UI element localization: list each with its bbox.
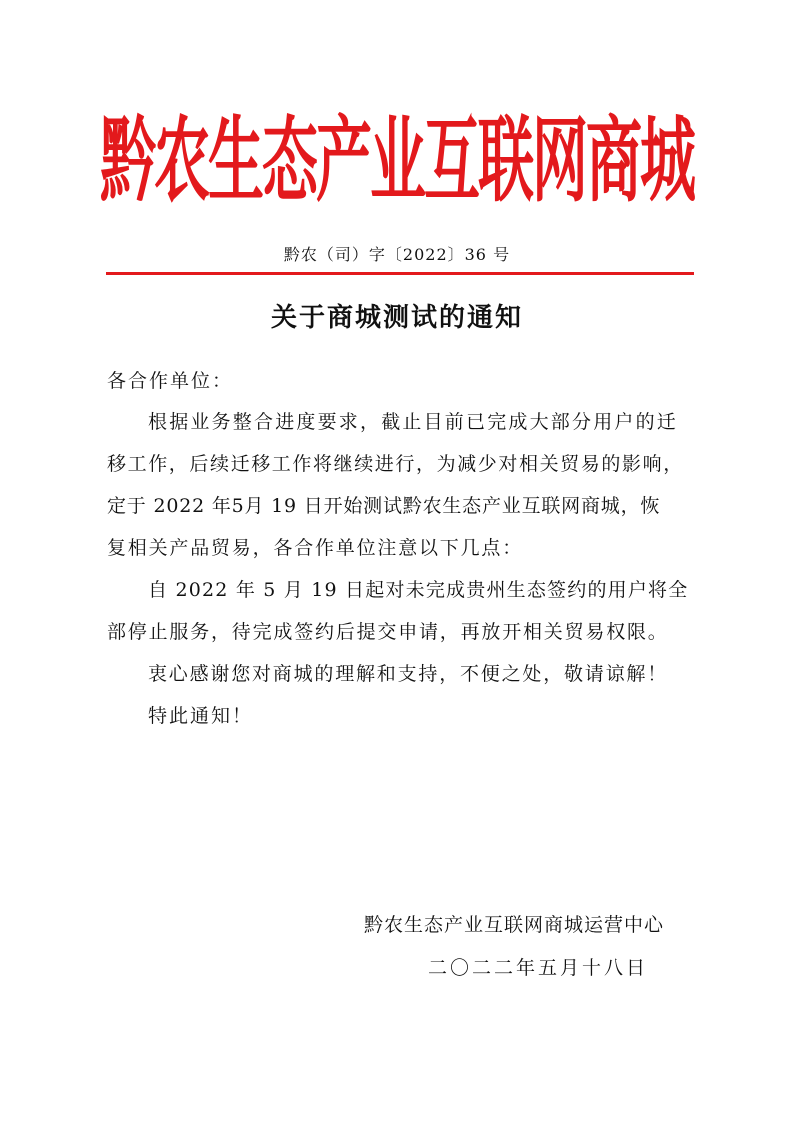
signature-date: 二〇二二年五月十八日 — [428, 957, 649, 979]
body-line: 自 2022 年 5 月 19 日起对未完成贵州生态签约的用户将全 — [148, 579, 689, 601]
notice-title: 关于商城测试的通知 — [270, 303, 523, 333]
document-number: 黔农（司）字〔2022〕36 号 — [283, 245, 511, 264]
red-header-title: 黔农生态产业互联网商城 — [100, 108, 694, 216]
body-line: 特此通知！ — [148, 705, 254, 727]
salutation: 各合作单位： — [107, 370, 234, 392]
body-line: 移工作，后续迁移工作将继续进行，为减少对相关贸易的影响， — [107, 453, 684, 475]
body-line: 根据业务整合进度要求，截止目前已完成大部分用户的迁 — [148, 411, 679, 433]
body-line: 部停止服务，待完成签约后提交申请，再放开相关贸易权限。 — [107, 621, 669, 643]
red-divider-line — [106, 272, 694, 275]
body-line: 复相关产品贸易，各合作单位注意以下几点： — [107, 537, 524, 559]
signature-organization: 黔农生态产业互联网商城运营中心 — [364, 914, 665, 936]
body-line: 衷心感谢您对商城的理解和支持，不便之处，敬请谅解！ — [148, 663, 669, 685]
body-line: 定于 2022 年5月 19 日开始测试黔农生态产业互联网商城，恢 — [107, 495, 661, 517]
